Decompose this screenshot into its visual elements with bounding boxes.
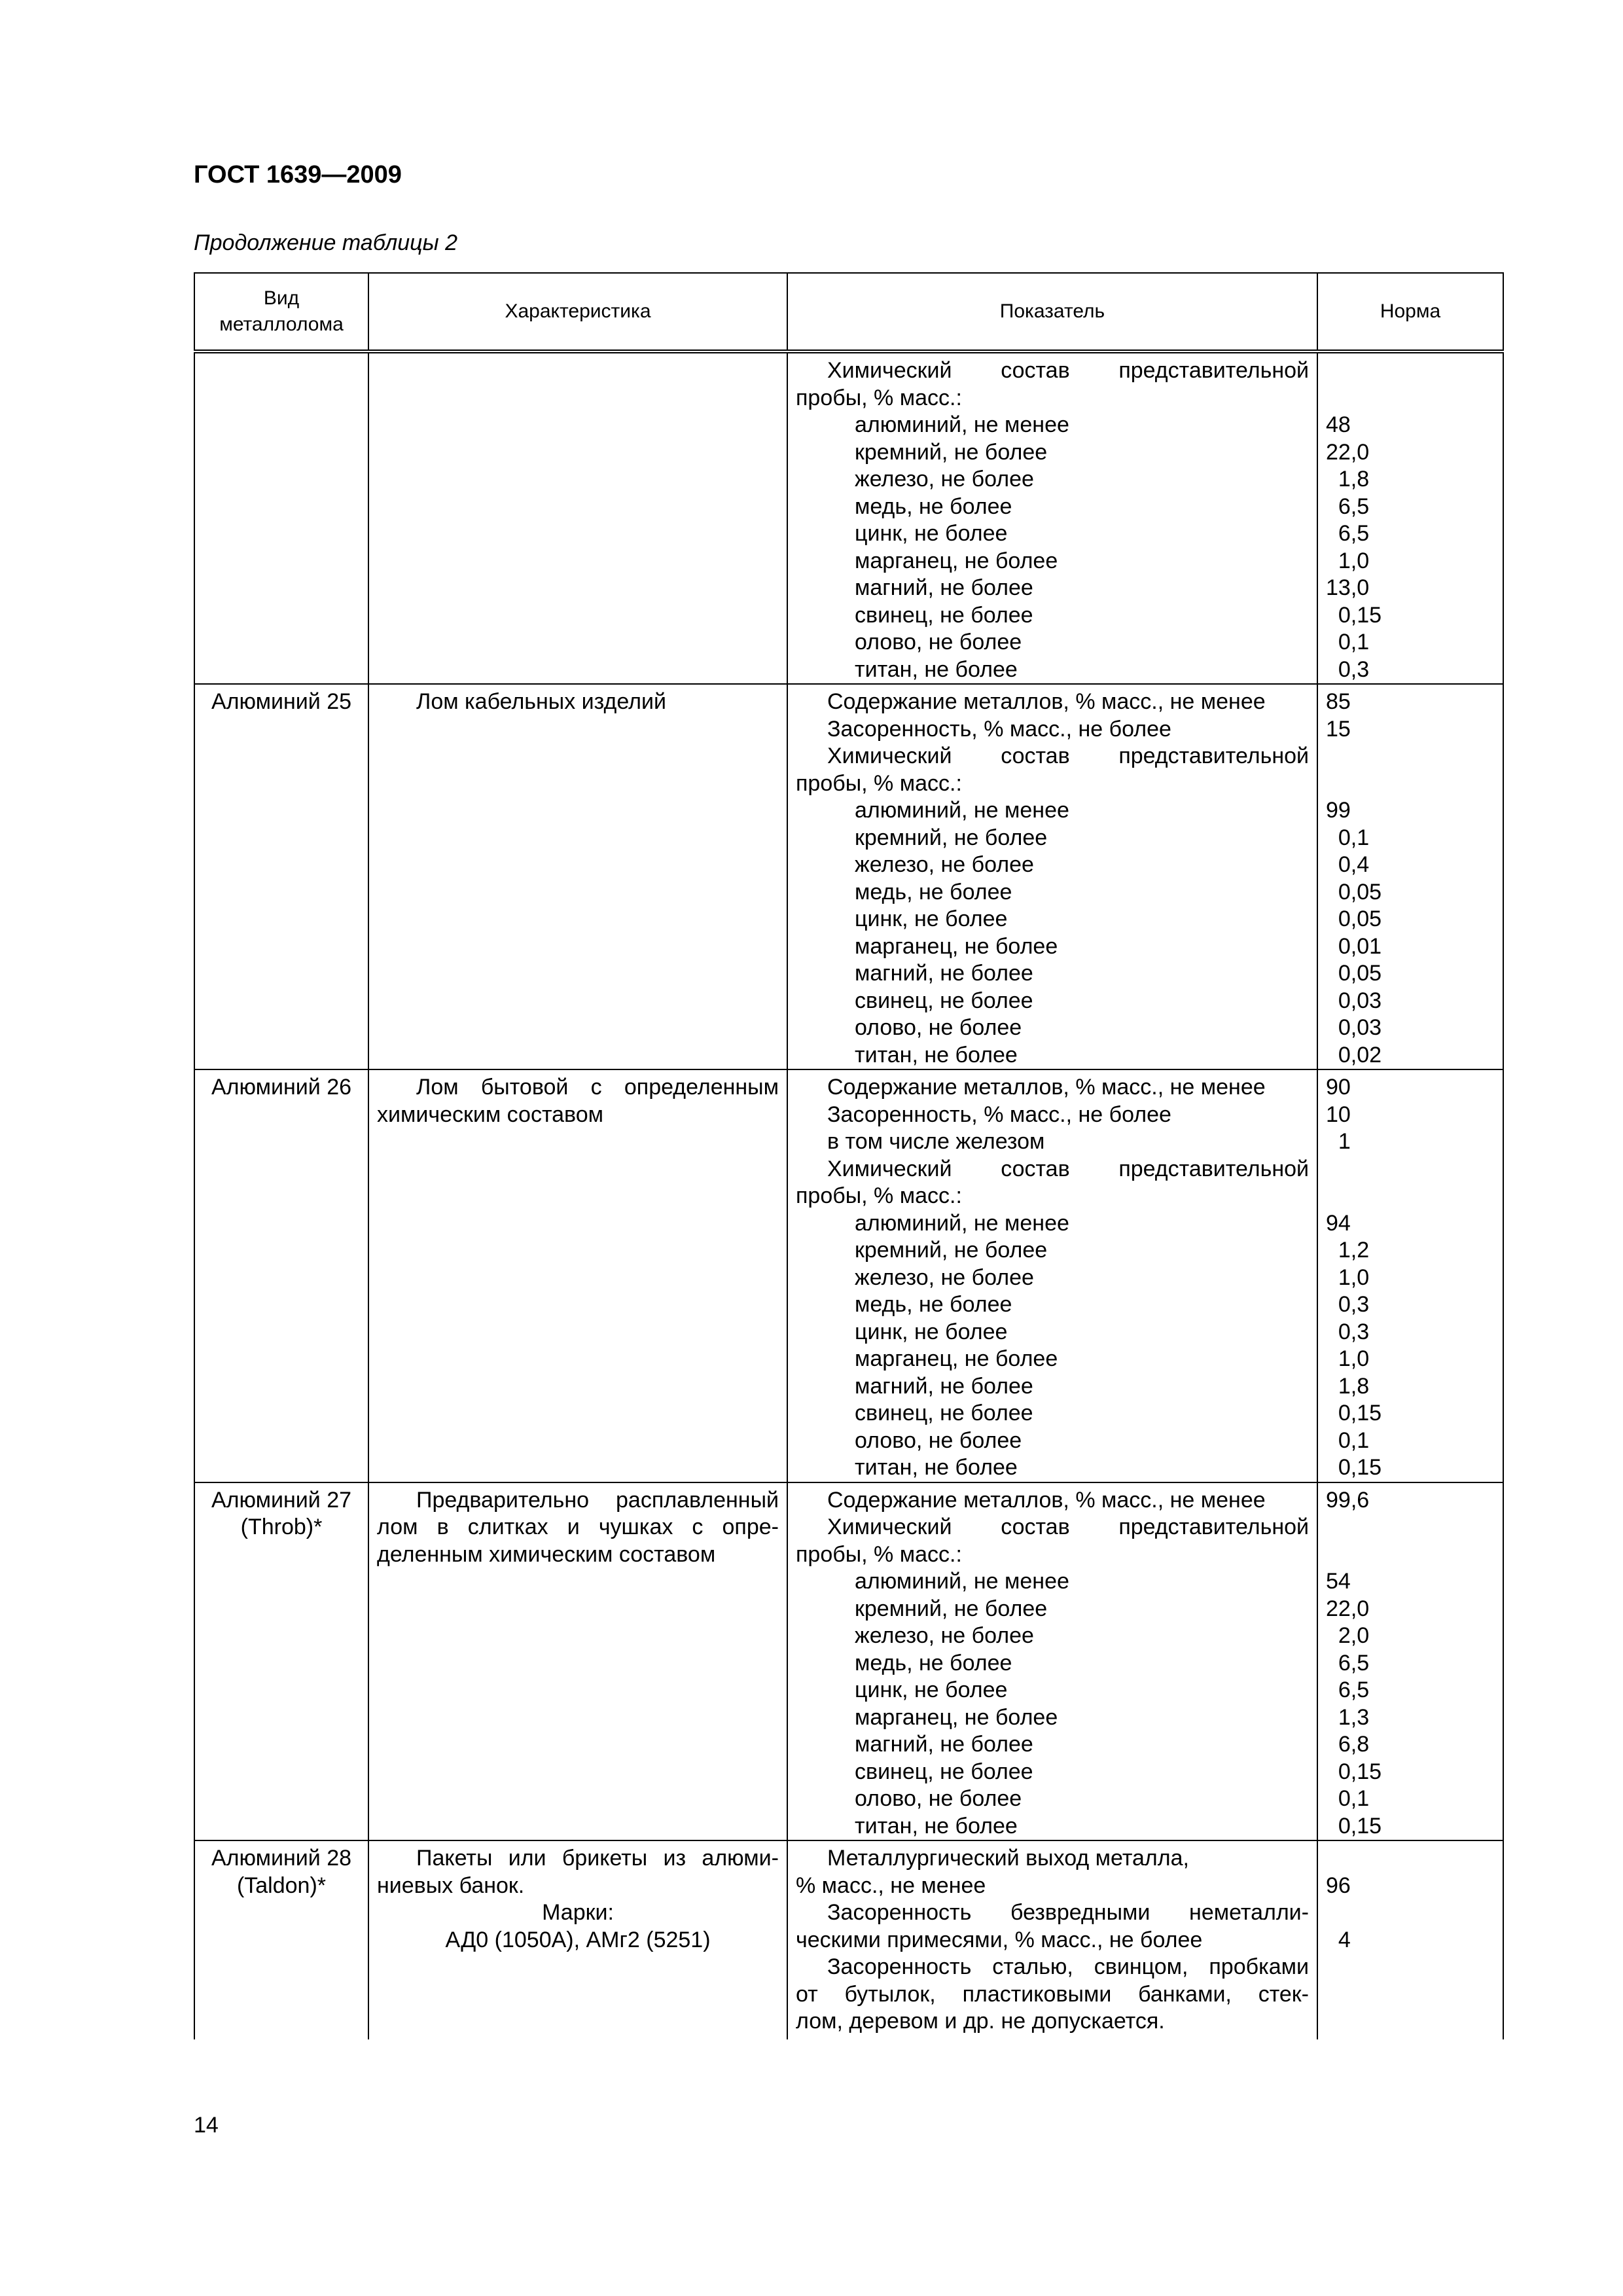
indicator-line: железо, не более <box>855 467 1034 492</box>
indicator-line: Химический состав представительной <box>827 744 1309 768</box>
indicator-line: медь, не более <box>855 1650 1012 1676</box>
indicator-line: кремний, не более <box>855 439 1048 465</box>
norm-value: 0,15 <box>1326 1759 1382 1784</box>
data-table <box>194 272 1504 2039</box>
characteristic-text: Лом кабельных изделий <box>416 689 666 714</box>
norm-value <box>1326 357 1495 385</box>
indicator-line: железо, не более <box>855 1623 1034 1648</box>
indicator-line: кремний, не более <box>855 1238 1048 1263</box>
indicator-line: олово, не более <box>855 1786 1022 1811</box>
norm-value: 0,03 <box>1326 1015 1382 1040</box>
norm-value: 1,0 <box>1326 1265 1370 1290</box>
indicator-line: цинк, не более <box>855 521 1008 546</box>
norm-value: 1,3 <box>1326 1704 1370 1730</box>
norm-value: 6,5 <box>1326 521 1370 546</box>
indicator-cell <box>787 1482 1317 1841</box>
characteristic-cell <box>368 1840 787 2039</box>
scrap-type-cell <box>194 351 368 684</box>
indicator-line: Засоренность безвредными неметалли- <box>827 1900 1309 1925</box>
indicator-line: магний, не более <box>855 1732 1033 1757</box>
norm-value: 0,1 <box>1326 1427 1370 1453</box>
norm-value: 22,0 <box>1326 1596 1370 1621</box>
characteristic-cell <box>368 684 787 1069</box>
norm-value: 2,0 <box>1326 1623 1370 1648</box>
indicator-line: магний, не более <box>855 961 1033 986</box>
characteristic-text: Предварительно расплавленный лом в слитках и чушках с определенным химическим составом <box>377 1487 779 1567</box>
table-row <box>194 1482 1503 1841</box>
indicator-line: Химический состав представительной <box>827 358 1309 383</box>
norm-value: 96 <box>1326 1873 1351 1898</box>
characteristic-cell <box>368 351 787 684</box>
table-row <box>194 351 1503 684</box>
indicator-line: свинец, не более <box>855 988 1033 1013</box>
norm-value <box>1326 1514 1495 1541</box>
indicator-line: Содержание металлов, % масс., не менее <box>827 689 1266 714</box>
indicator-line: Засоренность, % масс., не более <box>827 716 1171 742</box>
indicator-line: от бутылок, пластиковыми банками, стек- <box>796 1981 1309 2007</box>
norm-value <box>1326 1541 1495 1569</box>
indicator-line: % масс., не менее <box>796 1873 986 1898</box>
norm-value: 22,0 <box>1326 439 1370 465</box>
indicator-line: олово, не более <box>855 1015 1022 1040</box>
indicator-line: алюминий, не менее <box>855 1569 1069 1594</box>
indicator-line: железо, не более <box>855 1265 1034 1290</box>
norm-value: 99,6 <box>1326 1487 1370 1513</box>
indicator-line: Засоренность, % масс., не более <box>827 1102 1171 1127</box>
norm-value: 0,4 <box>1326 852 1370 877</box>
indicator-line: титан, не более <box>855 656 1018 682</box>
indicator-line: титан, не более <box>855 1813 1018 1839</box>
indicator-cell <box>787 684 1317 1069</box>
indicator-line: Содержание металлов, % масс., не менее <box>827 1075 1266 1100</box>
norm-value: 1,2 <box>1326 1238 1370 1263</box>
indicator-line: медь, не более <box>855 1292 1012 1317</box>
scrap-type-cell: Алюминий 27 (Throb)* <box>194 1482 368 1841</box>
indicator-line: Химический состав представительной <box>827 1156 1309 1181</box>
norm-value: 0,15 <box>1326 1401 1382 1426</box>
indicator-line: пробы, % масс.: <box>796 385 962 410</box>
indicator-cell <box>787 351 1317 684</box>
norm-value: 4 <box>1326 1927 1351 1952</box>
indicator-line: магний, не более <box>855 1373 1033 1399</box>
norm-value: 6,5 <box>1326 1650 1370 1676</box>
column-header-norm: Норма <box>1317 273 1503 351</box>
norm-cell <box>1317 684 1503 1069</box>
characteristic-text: Лом бытовой с определенным химическим составом <box>377 1075 779 1127</box>
indicator-line: Засоренность сталью, свинцом, пробками <box>827 1954 1309 1979</box>
table-row <box>194 1840 1503 2039</box>
norm-value <box>1326 1899 1495 1927</box>
indicator-line: марганец, не более <box>855 548 1058 573</box>
indicator-cell <box>787 1069 1317 1482</box>
indicator-line: свинец, не более <box>855 1759 1033 1784</box>
norm-value <box>1326 2008 1495 2036</box>
norm-value: 48 <box>1326 412 1351 437</box>
norm-value: 1,8 <box>1326 467 1370 492</box>
norm-value: 1,8 <box>1326 1373 1370 1399</box>
norm-value: 0,1 <box>1326 630 1370 655</box>
page-number: 14 <box>194 2113 219 2138</box>
column-header-vid: Вид металлолома <box>194 273 368 351</box>
norm-value: 6,5 <box>1326 1677 1370 1702</box>
norm-value: 85 <box>1326 689 1351 714</box>
norm-value: 90 <box>1326 1075 1351 1100</box>
norm-value: 54 <box>1326 1569 1351 1594</box>
indicator-line: свинец, не более <box>855 1401 1033 1426</box>
norm-cell <box>1317 351 1503 684</box>
indicator-line: кремний, не более <box>855 825 1048 850</box>
indicator-line: пробы, % масс.: <box>796 770 962 796</box>
indicator-line: цинк, не более <box>855 906 1008 931</box>
indicator-line: в том числе железом <box>827 1129 1045 1154</box>
indicator-line: алюминий, не менее <box>855 1210 1069 1236</box>
norm-value: 0,01 <box>1326 933 1382 959</box>
indicator-line: Металлургический выход металла, <box>827 1846 1189 1871</box>
norm-value: 0,05 <box>1326 906 1382 931</box>
indicator-line: свинец, не более <box>855 602 1033 628</box>
indicator-line: медь, не более <box>855 493 1012 519</box>
scrap-type-cell: Алюминий 28 (Taldon)* <box>194 1840 368 2039</box>
norm-value: 0,1 <box>1326 825 1370 850</box>
norm-value <box>1326 743 1495 770</box>
indicator-line: олово, не более <box>855 630 1022 655</box>
norm-value <box>1326 1183 1495 1210</box>
column-header-indicator: Показатель <box>787 273 1317 351</box>
table-row <box>194 1069 1503 1482</box>
norm-value: 0,05 <box>1326 961 1382 986</box>
indicator-line: Химический состав представительной <box>827 1515 1309 1539</box>
norm-value: 94 <box>1326 1210 1351 1236</box>
indicator-line: магний, не более <box>855 575 1033 600</box>
norm-value: 1 <box>1326 1129 1351 1154</box>
norm-value: 0,05 <box>1326 879 1382 905</box>
indicator-line: цинк, не более <box>855 1319 1008 1344</box>
column-header-characteristic: Характеристика <box>368 273 787 351</box>
grades-label: Марки: <box>542 1900 614 1925</box>
norm-value: 0,3 <box>1326 1292 1370 1317</box>
norm-cell <box>1317 1840 1503 2039</box>
indicator-line: ческими примесями, % масс., не более <box>796 1927 1203 1952</box>
norm-value: 0,15 <box>1326 1813 1382 1839</box>
indicator-line: железо, не более <box>855 852 1034 877</box>
table-caption: Продолжение таблицы 2 <box>194 230 457 255</box>
norm-cell <box>1317 1482 1503 1841</box>
norm-value: 0,3 <box>1326 1319 1370 1344</box>
indicator-line: алюминий, не менее <box>855 798 1069 823</box>
table-row <box>194 684 1503 1069</box>
norm-value: 0,3 <box>1326 656 1370 682</box>
norm-value <box>1326 1156 1495 1183</box>
norm-value <box>1326 1981 1495 2009</box>
indicator-line: марганец, не более <box>855 1346 1058 1371</box>
indicator-line: лом, деревом и др. не допускается. <box>796 2009 1165 2034</box>
indicator-line: кремний, не более <box>855 1596 1048 1621</box>
norm-cell <box>1317 1069 1503 1482</box>
norm-value: 13,0 <box>1326 575 1370 600</box>
norm-value: 1,0 <box>1326 1346 1370 1371</box>
document-title: ГОСТ 1639—2009 <box>194 161 402 188</box>
indicator-line: алюминий, не менее <box>855 412 1069 437</box>
norm-value: 15 <box>1326 716 1351 742</box>
norm-value: 6,5 <box>1326 493 1370 519</box>
indicator-line: марганец, не более <box>855 1704 1058 1730</box>
indicator-cell <box>787 1840 1317 2039</box>
norm-value: 0,02 <box>1326 1042 1382 1067</box>
norm-value <box>1326 1954 1495 1981</box>
norm-value: 0,15 <box>1326 1455 1382 1480</box>
norm-value: 0,1 <box>1326 1786 1370 1811</box>
indicator-line: Содержание металлов, % масс., не менее <box>827 1487 1266 1513</box>
scrap-type-cell: Алюминий 26 <box>194 1069 368 1482</box>
norm-value <box>1326 770 1495 798</box>
indicator-line: медь, не более <box>855 879 1012 905</box>
norm-value: 6,8 <box>1326 1732 1370 1757</box>
indicator-line: олово, не более <box>855 1427 1022 1453</box>
norm-value: 10 <box>1326 1102 1351 1127</box>
norm-value: 99 <box>1326 798 1351 823</box>
norm-value: 0,15 <box>1326 602 1382 628</box>
indicator-line: цинк, не более <box>855 1677 1008 1702</box>
norm-value <box>1326 385 1495 412</box>
characteristic-cell <box>368 1482 787 1841</box>
norm-value <box>1326 1845 1495 1873</box>
characteristic-text: Пакеты или брикеты из алюминиевых банок. <box>377 1846 779 1898</box>
table-header-row <box>194 273 1503 351</box>
indicator-line: марганец, не более <box>855 933 1058 959</box>
indicator-line: пробы, % масс.: <box>796 1541 962 1567</box>
norm-value: 0,03 <box>1326 988 1382 1013</box>
characteristic-cell <box>368 1069 787 1482</box>
grades-value: АД0 (1050А), АМг2 (5251) <box>445 1927 711 1952</box>
norm-value: 1,0 <box>1326 548 1370 573</box>
indicator-line: титан, не более <box>855 1455 1018 1480</box>
indicator-line: пробы, % масс.: <box>796 1183 962 1208</box>
indicator-line: титан, не более <box>855 1042 1018 1067</box>
scrap-type-cell: Алюминий 25 <box>194 684 368 1069</box>
